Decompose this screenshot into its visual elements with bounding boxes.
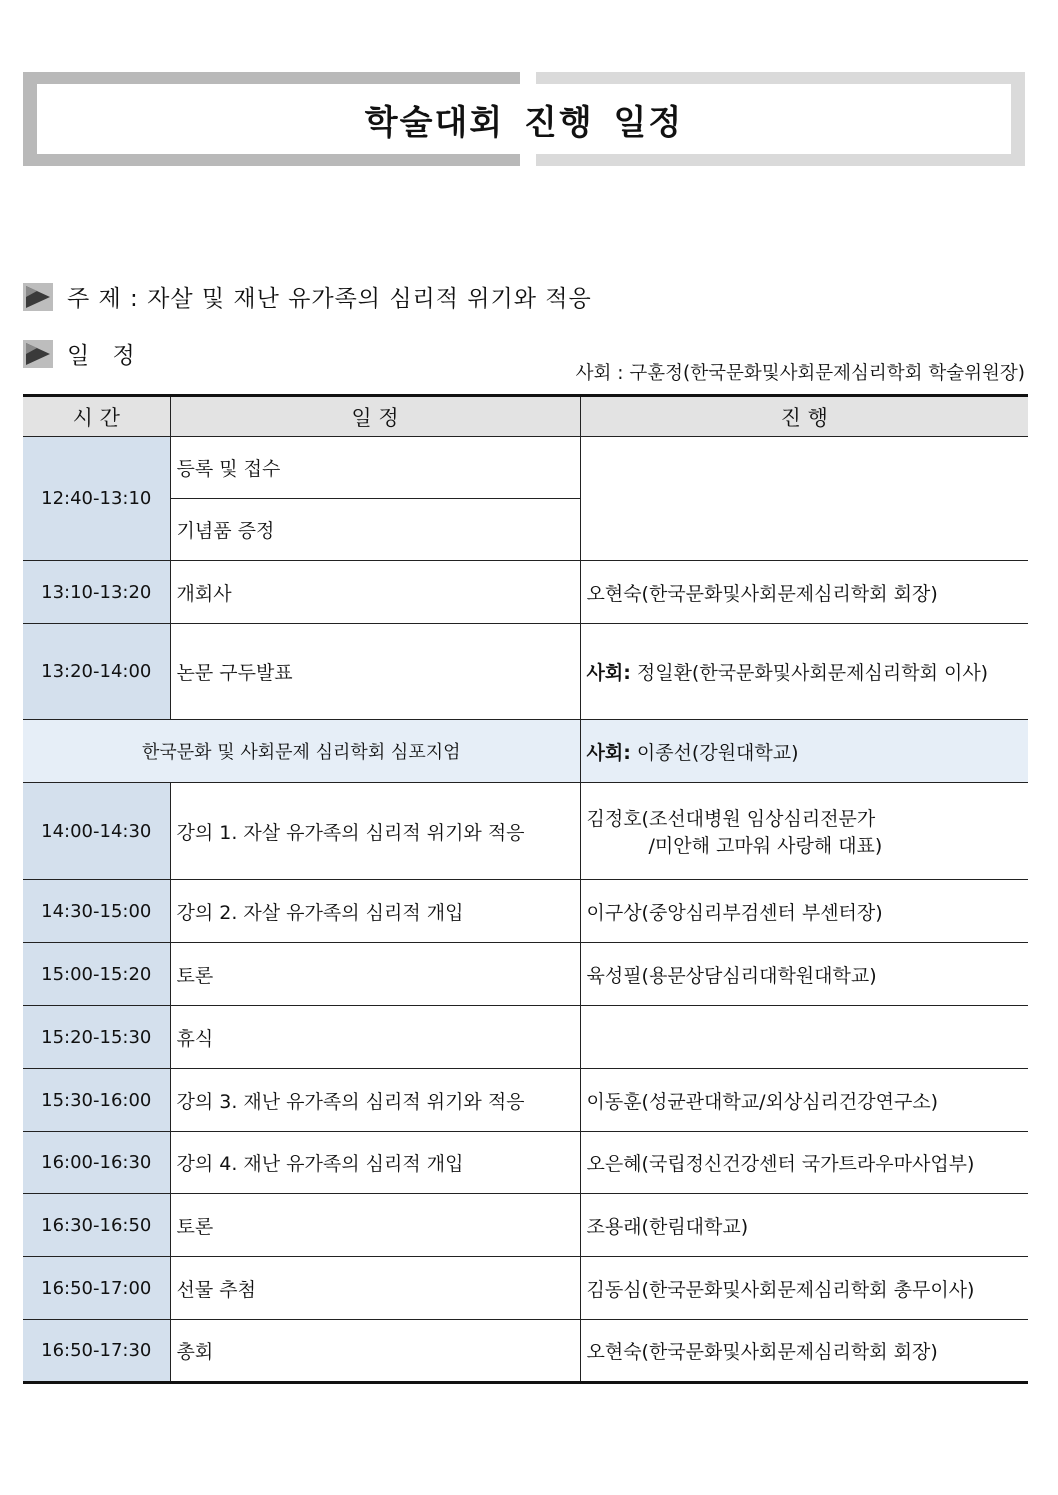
lead-cell: 조용래(한림대학교) [580, 1194, 1028, 1257]
schedule-label: 일 정 [67, 343, 143, 369]
time-cell: 16:00-16:30 [23, 1132, 170, 1194]
banner-inner [37, 84, 1011, 154]
lead-cell: 김동심(한국문화및사회문제심리학회 총무이사) [580, 1257, 1028, 1320]
symposium-title: 한국문화 및 사회문제 심리학회 심포지엄 [23, 720, 580, 783]
time-cell: 13:10-13:20 [23, 561, 170, 624]
table-row [23, 783, 1028, 880]
lead-cell: 오은혜(국립정신건강센터 국가트라우마사업부) [580, 1132, 1028, 1194]
table-row [23, 561, 1028, 624]
program-cell: 선물 추첨 [170, 1257, 580, 1320]
time-cell: 12:40-13:10 [23, 437, 170, 561]
play-triangle-icon [23, 283, 53, 311]
schedule-heading [23, 337, 143, 370]
table-row [23, 943, 1028, 1006]
program-cell: 강의 1. 자살 유가족의 심리적 위기와 적응 [170, 783, 580, 880]
time-cell: 16:50-17:00 [23, 1257, 170, 1320]
program-cell: 기념품 증정 [170, 499, 580, 561]
lead-cell [580, 783, 1028, 880]
host-note: 사회 : 구훈정(한국문화및사회문제심리학회 학술위원장) [575, 363, 1025, 384]
program-cell: 휴식 [170, 1006, 580, 1069]
header-lead: 진 행 [580, 396, 1028, 437]
lead-cell: 이구상(중앙심리부검센터 부센터장) [580, 880, 1028, 943]
time-cell: 16:50-17:30 [23, 1320, 170, 1383]
lead-name: 이종선(강원대학교) [636, 741, 799, 764]
program-cell: 토론 [170, 1194, 580, 1257]
time-cell: 15:30-16:00 [23, 1069, 170, 1132]
lead-cell [580, 437, 1028, 561]
program-cell: 등록 및 접수 [170, 437, 580, 499]
lead-line-1: 김정호(조선대병원 임상심리전문가 [586, 808, 876, 830]
table-row [23, 1257, 1028, 1320]
table-row [23, 1006, 1028, 1069]
header-program: 일 정 [170, 396, 580, 437]
program-cell: 총회 [170, 1320, 580, 1383]
table-header-row [23, 396, 1028, 437]
page-title: 학술대회 진행 일정 [364, 102, 684, 143]
table-row [23, 1320, 1028, 1383]
time-cell: 14:30-15:00 [23, 880, 170, 943]
play-triangle-icon [23, 340, 53, 368]
schedule-table [23, 394, 1028, 1384]
symposium-row [23, 720, 1028, 783]
program-cell: 개회사 [170, 561, 580, 624]
lead-name: 정일환(한국문화및사회문제심리학회 이사) [636, 662, 989, 684]
topic-text: 주 제 : 자살 및 재난 유가족의 심리적 위기와 적응 [67, 286, 592, 312]
topic-line [23, 280, 592, 313]
title-banner [23, 72, 1025, 166]
program-cell: 토론 [170, 943, 580, 1006]
moderator-label: 사회: [586, 662, 631, 684]
table-row [23, 1194, 1028, 1257]
header-time: 시 간 [23, 396, 170, 437]
time-cell: 16:30-16:50 [23, 1194, 170, 1257]
table-row [23, 437, 1028, 499]
lead-cell: 오현숙(한국문화및사회문제심리학회 회장) [580, 561, 1028, 624]
lead-cell: 육성필(용문상담심리대학원대학교) [580, 943, 1028, 1006]
table-row [23, 1132, 1028, 1194]
time-cell: 15:20-15:30 [23, 1006, 170, 1069]
time-cell: 14:00-14:30 [23, 783, 170, 880]
table-row [23, 624, 1028, 720]
time-cell: 15:00-15:20 [23, 943, 170, 1006]
lead-cell [580, 1006, 1028, 1069]
lead-line-2: /미안해 고마워 사랑해 대표) [648, 835, 883, 857]
lead-cell: 오현숙(한국문화및사회문제심리학회 회장) [580, 1320, 1028, 1383]
lead-cell: 이동훈(성균관대학교/외상심리건강연구소) [580, 1069, 1028, 1132]
lead-cell [580, 720, 1028, 783]
program-cell: 논문 구두발표 [170, 624, 580, 720]
program-cell: 강의 3. 재난 유가족의 심리적 위기와 적응 [170, 1069, 580, 1132]
program-cell: 강의 2. 자살 유가족의 심리적 개입 [170, 880, 580, 943]
lead-cell [580, 624, 1028, 720]
moderator-label: 사회: [586, 741, 631, 764]
time-cell: 13:20-14:00 [23, 624, 170, 720]
table-row [23, 1069, 1028, 1132]
program-cell: 강의 4. 재난 유가족의 심리적 개입 [170, 1132, 580, 1194]
table-row [23, 880, 1028, 943]
